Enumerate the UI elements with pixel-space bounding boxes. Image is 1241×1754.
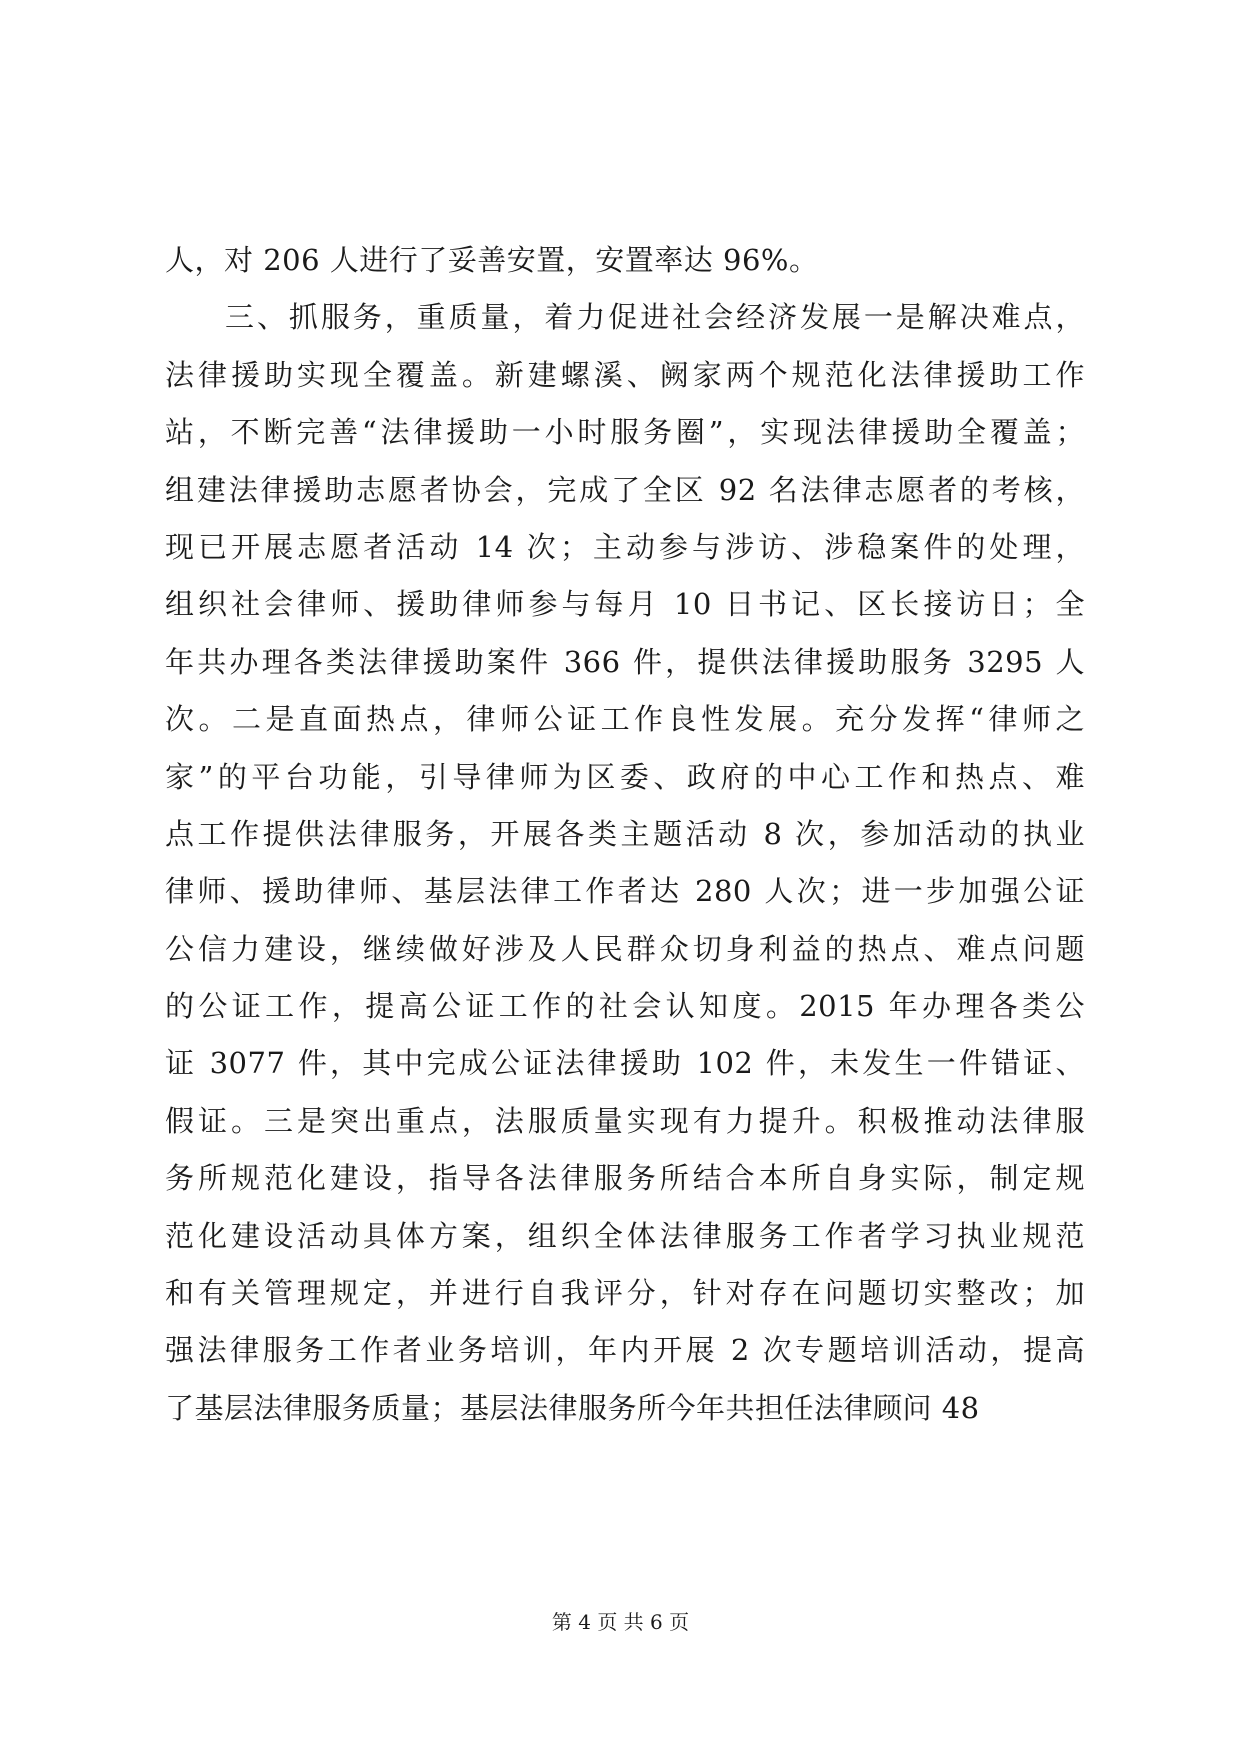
text-line: 年共办理各类法律援助案件 366 件，提供法律援助服务 3295 人 [165,644,1085,679]
text-line: 了基层法律服务质量；基层法律服务所今年共担任法律顾问 48 [165,1390,980,1425]
text-line: 组建法律援助志愿者协会，完成了全区 92 名法律志愿者的考核， [165,472,1085,507]
text-line: 假证。三是突出重点，法服质量实现有力提升。积极推动法律服 [165,1103,1085,1138]
text-line: 站，不断完善“法律援助一小时服务圈”，实现法律援助全覆盖； [165,415,1085,450]
text-line: 人，对 206 人进行了妥善安置，安置率达 96%。 [165,243,819,277]
text-line: 的公证工作，提高公证工作的社会认知度。2015 年办理各类公 [165,989,1085,1024]
body-text [165,232,1085,1437]
text-line: 次。二是直面热点，律师公证工作良性发展。充分发挥“律师之 [165,702,1085,737]
text-line: 三、抓服务，重质量，着力促进社会经济发展一是解决难点， [225,300,1085,335]
page-number-footer: 第 4 页 共 6 页 [551,1610,690,1634]
text-line: 点工作提供法律服务，开展各类主题活动 8 次，参加活动的执业 [165,816,1085,851]
text-line: 强法律服务工作者业务培训，年内开展 2 次专题培训活动，提高 [165,1333,1085,1368]
text-line: 律师、援助律师、基层法律工作者达 280 人次；进一步加强公证 [165,874,1085,909]
text-line: 公信力建设，继续做好涉及人民群众切身利益的热点、难点问题 [165,931,1085,966]
text-line: 现已开展志愿者活动 14 次；主动参与涉访、涉稳案件的处理， [165,529,1085,564]
text-line: 家”的平台功能，引导律师为区委、政府的中心工作和热点、难 [165,759,1085,794]
text-line: 和有关管理规定，并进行自我评分，针对存在问题切实整改；加 [165,1276,1085,1311]
text-line: 务所规范化建设，指导各法律服务所结合本所自身实际，制定规 [165,1161,1085,1196]
text-line: 范化建设活动具体方案，组织全体法律服务工作者学习执业规范 [165,1218,1085,1253]
text-line: 组织社会律师、援助律师参与每月 10 日书记、区长接访日；全 [165,587,1085,622]
text-line: 法律援助实现全覆盖。新建螺溪、阙家两个规范化法律援助工作 [165,357,1085,392]
text-line: 证 3077 件，其中完成公证法律援助 102 件，未发生一件错证、 [165,1046,1085,1081]
